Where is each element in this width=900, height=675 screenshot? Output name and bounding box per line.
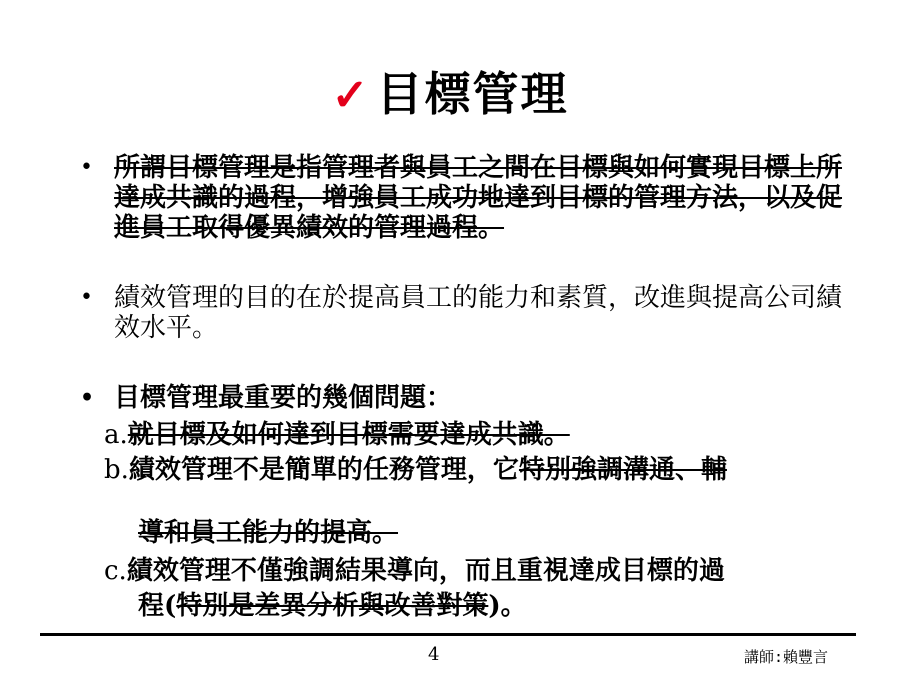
- slide-title: [0, 58, 900, 124]
- subitem-c-line2: [138, 591, 878, 621]
- bullet-marker: •: [80, 155, 93, 180]
- subitem-c-text: 績效管理不僅強調結果導向，而且重視達成目標的過: [126, 556, 725, 586]
- subitem-c: [104, 556, 844, 586]
- footer-divider: [40, 633, 856, 636]
- bullet-3: [80, 383, 846, 413]
- bullet-marker: •: [80, 285, 93, 310]
- subitem-b-strike: 特別強調溝通、輔: [518, 455, 727, 485]
- subitem-b-label: b.: [104, 455, 129, 485]
- subitem-b-line2-text: 導和員工能力的提高。: [138, 518, 399, 548]
- page-number: 4: [428, 644, 440, 665]
- bullet-1-text: 所謂目標管理是指管理者與員工之間在目標與如何實現目標上所達成共識的過程，增強員工成功地達到目標的管理方法，以及促進員工取得優異績效的管理過程。: [114, 153, 843, 243]
- bullet-marker: •: [80, 385, 95, 411]
- title-text: 目標管理: [376, 67, 569, 121]
- subitem-a-text: 就目標及如何達到目標需要達成共識。: [127, 420, 570, 450]
- bullet-1: [80, 153, 846, 243]
- bullet-2-text: 績效管理的目的在於提高員工的能力和素質，改進與提高公司績效水平。: [114, 283, 843, 343]
- bullet-2: [80, 283, 846, 343]
- subitem-b: [104, 455, 804, 485]
- subitem-b-line2: [138, 518, 878, 548]
- subitem-c-label: c.: [104, 556, 127, 586]
- subitem-c-line2-strike: 特別是差異分析與改善對策: [176, 591, 489, 621]
- subitem-c-line2-plain: 程(: [138, 591, 177, 621]
- author-credit: 講師:賴豐言: [744, 648, 829, 666]
- bullet-3-text: 目標管理最重要的幾個問題：: [114, 383, 453, 413]
- subitem-a-label: a.: [104, 420, 128, 450]
- subitem-b-text: 績效管理不是簡單的任務管理，它: [128, 455, 519, 485]
- subitem-a: [104, 420, 844, 450]
- checkmark-icon: ✓: [331, 70, 371, 121]
- subitem-c-line2-end: )。: [488, 591, 527, 621]
